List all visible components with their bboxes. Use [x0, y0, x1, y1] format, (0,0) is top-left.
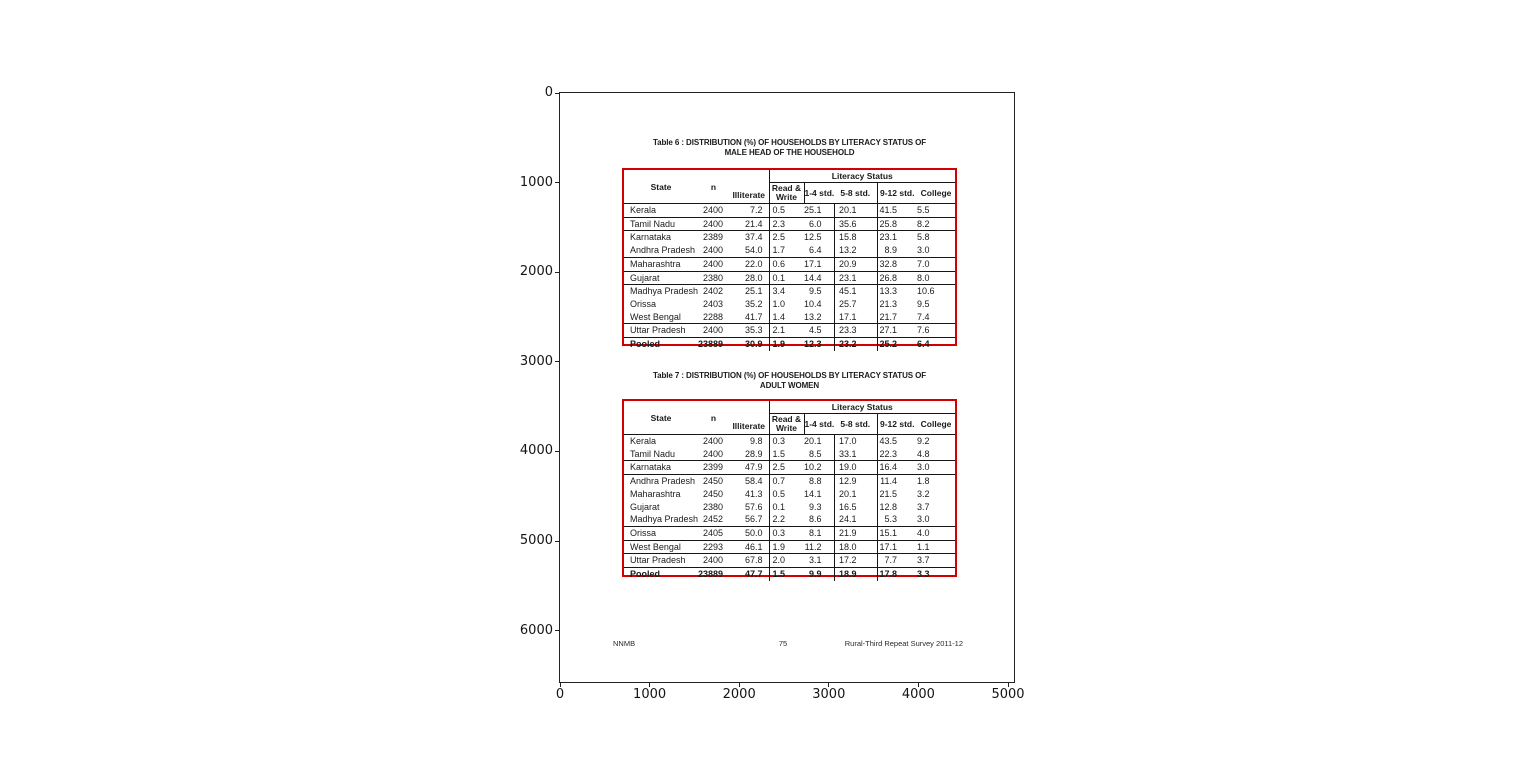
cell-illiterate: 58.4 [744, 476, 763, 487]
table-row [624, 257, 955, 271]
cell-illiterate: 67.8 [729, 554, 769, 568]
table-row [624, 311, 955, 324]
table-title-line1: Table 6 : DISTRIBUTION (%) OF HOUSEHOLDS BY LITERACY STATUS OF [652, 138, 927, 147]
cell-n: 2399 [698, 461, 729, 475]
table-row [624, 204, 955, 218]
cell-9-12-std: 21.3 [877, 298, 917, 311]
header-9-12-std: 9-12 std. [877, 183, 917, 204]
footer-right: Rural-Third Repeat Survey 2011-12 [844, 639, 963, 648]
header-read-write: Read & Write [769, 414, 804, 435]
cell-illiterate: 9.8 [749, 436, 763, 446]
y-tick-label: 5000 [519, 533, 553, 548]
cell-read-write: 1.0 [769, 298, 804, 311]
x-tick-label: 4000 [901, 687, 935, 702]
cell-1-4-std: 9.5 [808, 286, 822, 297]
y-tick-mark [555, 541, 559, 542]
cell-illiterate: 46.1 [729, 540, 769, 554]
cell-state: Gujarat [624, 271, 698, 285]
x-tick-label: 5000 [991, 687, 1025, 702]
table-body [624, 204, 955, 351]
cell-n: 2405 [698, 526, 729, 540]
cell-5-8-std: 18.0 [834, 540, 877, 554]
table-header-row-1 [624, 401, 955, 414]
cell-n: 2389 [702, 232, 723, 243]
y-tick-label: 1000 [519, 174, 553, 190]
table-row [624, 554, 955, 568]
table-row [624, 298, 955, 311]
cell-5-8-std: 35.6 [834, 217, 877, 231]
y-tick-label: 6000 [519, 622, 553, 638]
cell-state: Maharashtra [624, 257, 698, 271]
cell-college: 7.6 [917, 324, 955, 338]
cell-9-12-std: 17.8 [877, 568, 917, 581]
cell-5-8-std: 13.2 [834, 244, 877, 257]
cell-1-4-std: 8.6 [804, 513, 834, 526]
header-state: State [624, 401, 698, 435]
cell-9-12-std: 13.3 [877, 285, 917, 298]
footer-left: NNMB [613, 639, 636, 648]
cell-5-8-std: 23.3 [834, 324, 877, 338]
cell-1-4-std: 14.1 [804, 488, 822, 499]
cell-state: Karnataka [624, 461, 698, 475]
cell-n: 2400 [698, 204, 729, 218]
header-5-8-std: 5-8 std. [834, 183, 877, 204]
cell-state: Pooled [630, 569, 661, 580]
cell-read-write: 0.3 [769, 526, 804, 540]
cell-college: 3.0 [917, 461, 955, 475]
cell-1-4-std: 25.1 [804, 204, 834, 218]
cell-state: Andhra Pradesh [630, 476, 696, 487]
cell-5-8-std: 23.2 [834, 338, 877, 351]
cell-state: Kerala [630, 436, 657, 446]
cell-illiterate: 41.3 [744, 488, 763, 499]
cell-read-write: 2.5 [769, 461, 804, 475]
y-tick-label: 3000 [519, 353, 553, 369]
cell-college: 3.3 [917, 569, 930, 580]
footer-page-number: 75 [778, 639, 788, 648]
cell-1-4-std: 9.9 [808, 569, 822, 580]
header-literacy-status: Literacy Status [769, 401, 955, 414]
cell-illiterate: 57.6 [744, 501, 763, 512]
header-1-4-std: 1-4 std. [804, 183, 834, 204]
cell-1-4-std: 12.3 [804, 339, 822, 350]
cell-5-8-std: 24.1 [834, 513, 877, 526]
cell-college: 8.2 [917, 217, 955, 231]
y-tick-mark [555, 182, 559, 183]
cell-state: Andhra Pradesh [624, 244, 698, 257]
cell-state: Uttar Pradesh [624, 324, 698, 338]
cell-5-8-std: 20.9 [834, 257, 877, 271]
cell-college: 3.0 [917, 513, 955, 526]
cell-n: 2400 [698, 217, 729, 231]
table-row [624, 540, 955, 554]
cell-9-12-std: 23.1 [877, 231, 917, 244]
table-title-line2: ADULT WOMEN [759, 380, 820, 390]
cell-5-8-std: 18.9 [834, 568, 877, 581]
cell-college: 4.8 [917, 448, 955, 461]
cell-9-12-std: 5.3 [877, 513, 917, 526]
cell-college: 4.0 [917, 526, 955, 540]
cell-read-write: 2.3 [769, 217, 804, 231]
x-tick-label: 3000 [812, 687, 846, 702]
header-read-write: Read & Write [769, 183, 804, 204]
y-tick-mark [555, 451, 559, 452]
cell-illiterate: 47.7 [744, 569, 763, 580]
cell-illiterate: 28.0 [729, 271, 769, 285]
cell-state: Tamil Nadu [624, 448, 698, 461]
cell-illiterate: 28.9 [729, 448, 769, 461]
table-row [624, 448, 955, 461]
cell-1-4-std: 6.0 [804, 217, 834, 231]
cell-n: 23889 [698, 569, 724, 580]
header-college: College [917, 414, 955, 435]
cell-9-12-std: 41.5 [877, 204, 917, 218]
cell-9-12-std: 17.1 [877, 540, 917, 554]
header-literacy-status: Literacy Status [769, 170, 955, 183]
cell-state: Kerala [624, 204, 698, 218]
cell-read-write: 0.1 [769, 271, 804, 285]
cell-5-8-std: 25.7 [834, 298, 877, 311]
cell-1-4-std: 8.1 [804, 526, 834, 540]
cell-n: 2403 [702, 298, 723, 309]
table-row [624, 271, 955, 285]
table-red-box [622, 399, 957, 580]
cell-state: West Bengal [624, 311, 698, 324]
cell-1-4-std: 14.4 [804, 271, 834, 285]
data-table [624, 170, 955, 351]
cell-9-12-std: 25.2 [877, 338, 917, 351]
table-row [624, 435, 955, 448]
cell-state: Orissa [624, 526, 698, 540]
header-state: State [624, 170, 698, 204]
cell-read-write: 3.4 [769, 285, 804, 298]
cell-n: 2400 [698, 244, 729, 257]
cell-read-write: 0.3 [769, 435, 804, 448]
cell-1-4-std: 4.5 [804, 324, 834, 338]
y-tick-mark [555, 272, 559, 273]
table-row [624, 568, 955, 581]
table-row [624, 526, 955, 540]
header-9-12-std: 9-12 std. [877, 414, 917, 435]
cell-1-4-std: 8.5 [804, 448, 834, 461]
cell-9-12-std: 8.9 [877, 244, 917, 257]
data-table [624, 401, 955, 581]
x-tick-label: 1000 [633, 687, 667, 702]
cell-9-12-std: 43.5 [877, 435, 917, 448]
cell-college: 3.7 [917, 554, 955, 568]
cell-9-12-std: 25.8 [877, 217, 917, 231]
cell-college: 6.4 [917, 339, 930, 350]
cell-1-4-std: 12.5 [804, 232, 822, 243]
cell-1-4-std: 10.4 [804, 298, 822, 309]
cell-state: Gujarat [630, 501, 660, 512]
table-title [622, 138, 957, 157]
cell-read-write: 1.4 [769, 311, 804, 324]
cell-5-8-std: 20.1 [834, 488, 877, 501]
scanned-page [560, 93, 1014, 682]
cell-college: 5.8 [917, 232, 930, 243]
cell-illiterate: 56.7 [729, 513, 769, 526]
cell-9-12-std: 11.4 [877, 475, 917, 488]
table-row [624, 513, 955, 526]
cell-9-12-std: 15.1 [877, 526, 917, 540]
cell-5-8-std: 21.9 [834, 526, 877, 540]
table-body [624, 435, 955, 581]
cell-read-write: 1.7 [769, 244, 804, 257]
y-tick-mark [555, 361, 559, 362]
cell-5-8-std: 19.0 [834, 461, 877, 475]
cell-n: 2380 [698, 271, 729, 285]
table-row [624, 501, 955, 514]
header-5-8-std: 5-8 std. [834, 414, 877, 435]
cell-college: 5.5 [917, 204, 955, 218]
cell-college: 8.0 [917, 271, 955, 285]
cell-read-write: 2.2 [769, 513, 804, 526]
cell-9-12-std: 12.8 [877, 501, 917, 514]
cell-1-4-std: 6.4 [804, 244, 834, 257]
plot-area [519, 85, 1025, 702]
header-n: n [698, 170, 729, 204]
cell-5-8-std: 12.9 [834, 475, 877, 488]
cell-n: 2452 [698, 513, 729, 526]
cell-9-12-std: 21.7 [877, 311, 917, 324]
cell-illiterate: 35.2 [744, 298, 763, 309]
cell-1-4-std: 17.1 [804, 257, 834, 271]
cell-illiterate: 41.7 [729, 311, 769, 324]
cell-n: 2400 [698, 324, 729, 338]
cell-1-4-std: 13.2 [804, 311, 834, 324]
header-1-4-std: 1-4 std. [804, 414, 834, 435]
cell-5-8-std: 17.2 [834, 554, 877, 568]
cell-read-write: 2.5 [769, 231, 804, 244]
cell-5-8-std: 17.1 [834, 311, 877, 324]
table-row [624, 324, 955, 338]
header-college: College [917, 183, 955, 204]
table-red-box [622, 168, 957, 350]
table-header [624, 401, 955, 435]
cell-read-write: 0.5 [769, 488, 804, 501]
cell-state: Orissa [630, 298, 657, 309]
table-row [624, 461, 955, 475]
cell-read-write: 1.9 [769, 540, 804, 554]
cell-5-8-std: 17.0 [834, 435, 877, 448]
header-illiterate: Illiterate [729, 170, 769, 204]
cell-illiterate: 7.2 [729, 204, 769, 218]
cell-n: 23889 [698, 339, 724, 350]
cell-9-12-std: 16.4 [877, 461, 917, 475]
cell-state: Maharashtra [630, 488, 681, 499]
table-header [624, 170, 955, 204]
cell-illiterate: 30.9 [744, 339, 763, 350]
cell-college: 1.8 [917, 476, 930, 487]
cell-state: West Bengal [624, 540, 698, 554]
cell-illiterate: 22.0 [729, 257, 769, 271]
cell-9-12-std: 7.7 [877, 554, 917, 568]
cell-9-12-std: 26.8 [877, 271, 917, 285]
cell-n: 2400 [698, 257, 729, 271]
cell-college: 1.1 [917, 540, 955, 554]
cell-5-8-std: 16.5 [834, 501, 877, 514]
cell-read-write: 1.5 [769, 448, 804, 461]
cell-state: Tamil Nadu [624, 217, 698, 231]
cell-9-12-std: 21.5 [877, 488, 917, 501]
cell-1-4-std: 10.2 [804, 461, 834, 475]
table-row [624, 475, 955, 488]
header-n: n [698, 401, 729, 435]
cell-n: 2400 [702, 436, 723, 446]
cell-state: Uttar Pradesh [624, 554, 698, 568]
table-header-row-1 [624, 170, 955, 183]
y-tick-label: 4000 [519, 443, 553, 459]
cell-n: 2450 [702, 488, 723, 499]
cell-5-8-std: 45.1 [834, 285, 877, 298]
cell-college: 7.0 [917, 257, 955, 271]
cell-college: 3.2 [917, 488, 930, 499]
y-tick-mark [555, 93, 559, 94]
cell-illiterate: 25.1 [744, 286, 763, 297]
cell-college: 7.4 [917, 311, 955, 324]
cell-college: 9.2 [917, 436, 930, 446]
table-row [624, 338, 955, 351]
cell-read-write: 1.5 [769, 568, 804, 581]
cell-1-4-std: 8.8 [808, 476, 822, 487]
cell-illiterate: 37.4 [744, 232, 763, 243]
cell-9-12-std: 32.8 [877, 257, 917, 271]
table-row [624, 244, 955, 257]
cell-read-write: 1.9 [769, 338, 804, 351]
cell-n: 2450 [702, 476, 723, 487]
table-title-line2: MALE HEAD OF THE HOUSEHOLD [724, 147, 855, 157]
table-title-line1: Table 7 : DISTRIBUTION (%) OF HOUSEHOLDS BY LITERACY STATUS OF [652, 371, 927, 380]
cell-college: 3.0 [917, 244, 955, 257]
cell-state: Madhya Pradesh [624, 513, 698, 526]
cell-n: 2400 [698, 554, 729, 568]
cell-read-write: 0.5 [769, 204, 804, 218]
cell-n: 2380 [702, 501, 723, 512]
cell-college: 3.7 [917, 501, 930, 512]
cell-n: 2402 [702, 286, 723, 297]
y-tick-label: 0 [544, 85, 553, 100]
cell-read-write: 2.0 [769, 554, 804, 568]
cell-illiterate: 21.4 [729, 217, 769, 231]
cell-read-write: 0.7 [769, 475, 804, 488]
table-row [624, 217, 955, 231]
cell-9-12-std: 22.3 [877, 448, 917, 461]
cell-state: Madhya Pradesh [630, 286, 699, 297]
cell-college: 10.6 [917, 286, 935, 297]
page-footer [560, 639, 1016, 651]
cell-5-8-std: 23.1 [834, 271, 877, 285]
cell-n: 2400 [698, 448, 729, 461]
y-tick-label: 2000 [519, 264, 553, 280]
cell-n: 2288 [698, 311, 729, 324]
cell-5-8-std: 20.1 [834, 204, 877, 218]
cell-illiterate: 54.0 [729, 244, 769, 257]
cell-1-4-std: 20.1 [804, 436, 822, 446]
cell-n: 2293 [698, 540, 729, 554]
cell-illiterate: 35.3 [729, 324, 769, 338]
x-tick-label: 0 [555, 687, 565, 702]
cell-read-write: 0.1 [769, 501, 804, 514]
cell-state: Pooled [630, 339, 661, 350]
cell-read-write: 0.6 [769, 257, 804, 271]
cell-college: 9.5 [917, 298, 930, 309]
table-title [622, 371, 957, 390]
cell-illiterate: 50.0 [729, 526, 769, 540]
cell-9-12-std: 27.1 [877, 324, 917, 338]
cell-1-4-std: 11.2 [804, 540, 834, 554]
cell-read-write: 2.1 [769, 324, 804, 338]
cell-5-8-std: 33.1 [834, 448, 877, 461]
cell-1-4-std: 3.1 [804, 554, 834, 568]
table-row [624, 488, 955, 501]
table-row [624, 285, 955, 298]
cell-5-8-std: 15.8 [834, 231, 877, 244]
cell-illiterate: 47.9 [729, 461, 769, 475]
table-row [624, 231, 955, 244]
cell-state: Karnataka [630, 232, 672, 243]
y-tick-mark [555, 630, 559, 631]
x-tick-label: 2000 [722, 687, 756, 702]
header-illiterate: Illiterate [729, 401, 769, 435]
cell-1-4-std: 9.3 [808, 501, 822, 512]
